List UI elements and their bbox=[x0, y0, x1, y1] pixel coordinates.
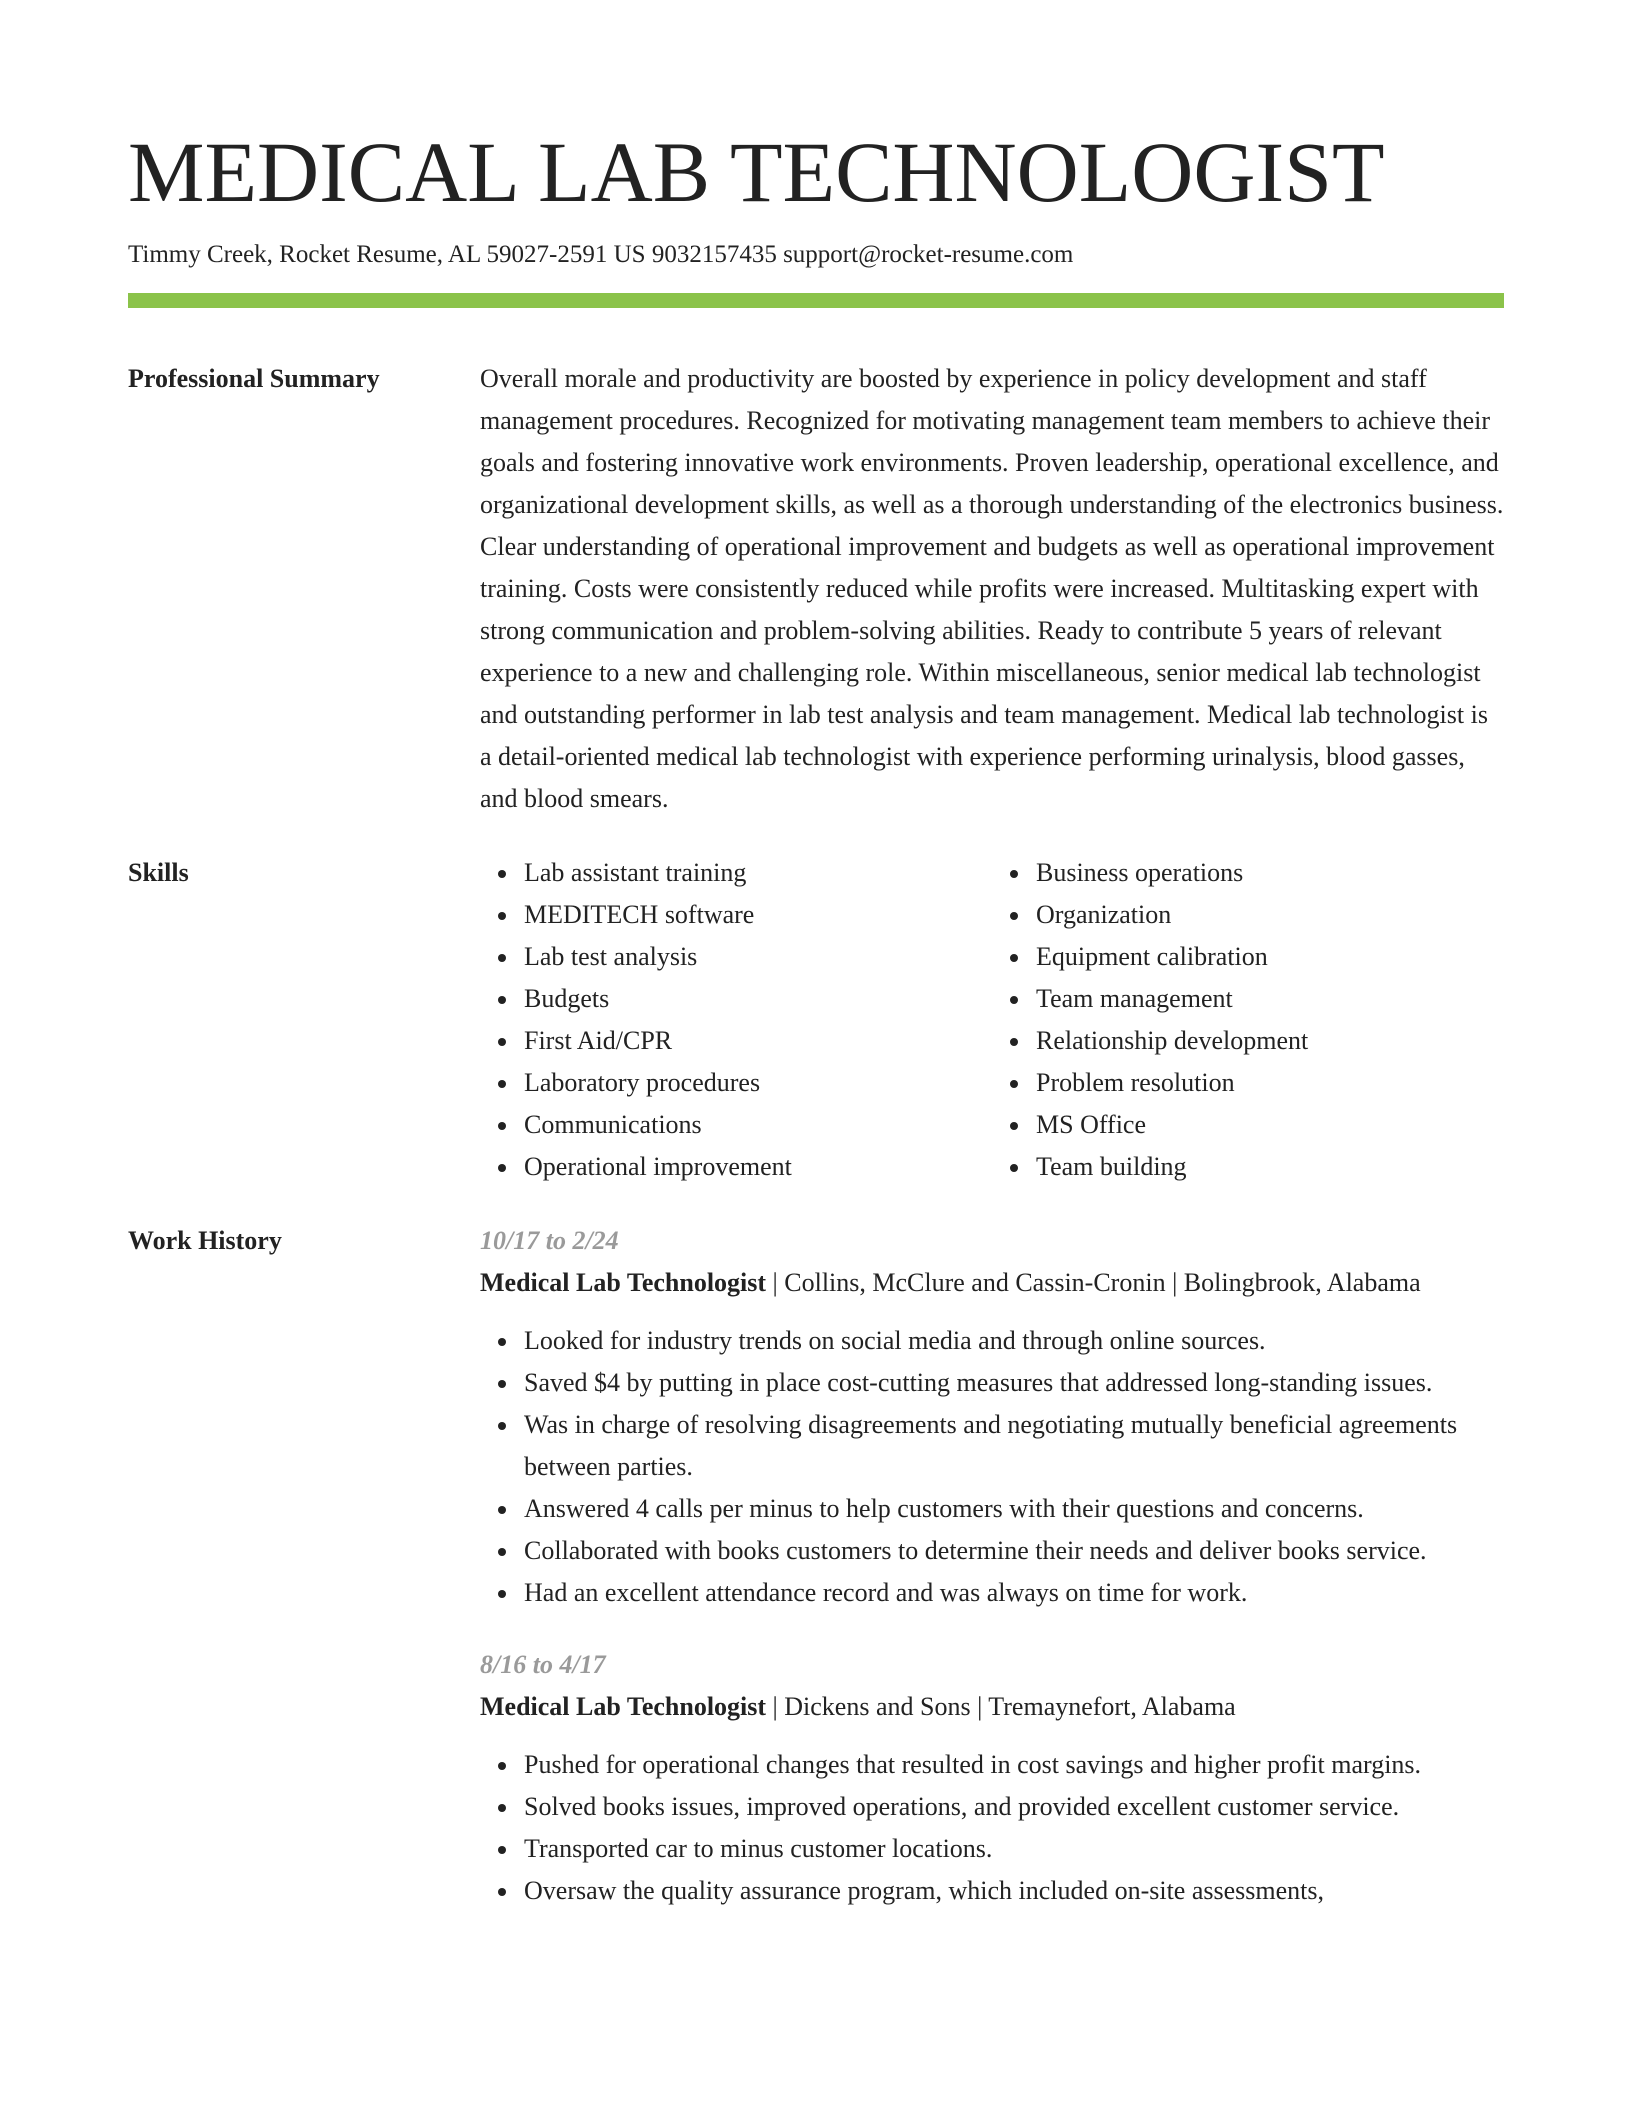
job-duty: Answered 4 calls per minus to help customers with their questions and concerns. bbox=[524, 1488, 1504, 1530]
job-duty: Collaborated with books customers to determine their needs and deliver books service. bbox=[524, 1530, 1504, 1572]
contact-line: Timmy Creek, Rocket Resume, AL 59027-2591 US 9032157435 support@rocket-resume.com bbox=[128, 241, 1074, 268]
job-duty: Was in charge of resolving disagreements and negotiating mutually beneficial agreements between parties. bbox=[524, 1404, 1504, 1488]
job-duty: Had an excellent attendance record and was always on time for work. bbox=[524, 1572, 1504, 1614]
skills-list-left bbox=[480, 852, 992, 1188]
skill-item: Relationship development bbox=[1036, 1020, 1504, 1062]
skill-item: Team management bbox=[1036, 978, 1504, 1020]
skill-item: Laboratory procedures bbox=[524, 1062, 992, 1104]
job-header bbox=[480, 1262, 1504, 1304]
job-duty: Transported car to minus customer locations. bbox=[524, 1828, 1504, 1870]
job-title: Medical Lab Technologist bbox=[480, 1692, 767, 1721]
job-duty: Looked for industry trends on social media and through online sources. bbox=[524, 1320, 1504, 1362]
job-dates: 8/16 to 4/17 bbox=[480, 1650, 606, 1679]
skill-item: Organization bbox=[1036, 894, 1504, 936]
job-entry bbox=[480, 1644, 1504, 1912]
skills-list-right bbox=[992, 852, 1504, 1188]
candidate-name: MEDICAL LAB TECHNOLOGIST bbox=[128, 124, 1385, 220]
skills-heading: Skills bbox=[128, 858, 189, 887]
job-duty: Oversaw the quality assurance program, which included on-site assessments, bbox=[524, 1870, 1504, 1912]
work-history-body bbox=[480, 1220, 1504, 1928]
skills-columns bbox=[480, 852, 1504, 1188]
skill-item: First Aid/CPR bbox=[524, 1020, 992, 1062]
skill-item: Problem resolution bbox=[1036, 1062, 1504, 1104]
job-header bbox=[480, 1686, 1504, 1728]
skill-item: MS Office bbox=[1036, 1104, 1504, 1146]
job-duties bbox=[480, 1320, 1504, 1614]
summary-text: Overall morale and productivity are boosted by experience in policy development and staff management procedures. Recognized for motivating management team members to achieve their goals and fostering innovative work environments. Proven leadership, operational excellence, and organizational development skills, as well as a thorough understanding of the electronics business. Clear understanding of operational improvement and budgets as well as operational improvement training. Costs were consistently reduced while profits were increased. Multitasking expert with strong communication and problem-solving abilities. Ready to contribute 5 years of relevant experience to a new and challenging role. Within miscellaneous, senior medical lab technologist and outstanding performer in lab test analysis and team management. Medical lab technologist is a detail-oriented medical lab technologist with experience performing urinalysis, blood gasses, and blood smears. bbox=[480, 364, 1504, 813]
job-duty: Saved $4 by putting in place cost-cutting measures that addressed long-standing issues. bbox=[524, 1362, 1504, 1404]
work-history-heading: Work History bbox=[128, 1226, 282, 1255]
skill-item: Budgets bbox=[524, 978, 992, 1020]
skill-item: Equipment calibration bbox=[1036, 936, 1504, 978]
skill-item: Operational improvement bbox=[524, 1146, 992, 1188]
work-history-section bbox=[128, 1220, 1504, 1928]
skill-item: Team building bbox=[1036, 1146, 1504, 1188]
accent-divider bbox=[128, 293, 1504, 308]
summary-heading: Professional Summary bbox=[128, 364, 380, 393]
job-duty: Solved books issues, improved operations, and provided excellent customer service. bbox=[524, 1786, 1504, 1828]
skill-item: MEDITECH software bbox=[524, 894, 992, 936]
job-duties bbox=[480, 1744, 1504, 1912]
job-duty: Pushed for operational changes that resulted in cost savings and higher profit margins. bbox=[524, 1744, 1504, 1786]
summary-section bbox=[128, 358, 1504, 820]
job-company-location: | Dickens and Sons | Tremaynefort, Alabama bbox=[766, 1692, 1236, 1721]
job-entry bbox=[480, 1220, 1504, 1614]
skill-item: Communications bbox=[524, 1104, 992, 1146]
resume-page bbox=[128, 0, 1504, 1928]
job-company-location: | Collins, McClure and Cassin-Cronin | Bolingbrook, Alabama bbox=[766, 1268, 1421, 1297]
skill-item: Lab assistant training bbox=[524, 852, 992, 894]
skills-section bbox=[128, 852, 1504, 1188]
skill-item: Lab test analysis bbox=[524, 936, 992, 978]
skill-item: Business operations bbox=[1036, 852, 1504, 894]
job-title: Medical Lab Technologist bbox=[480, 1268, 767, 1297]
job-dates: 10/17 to 2/24 bbox=[480, 1226, 619, 1255]
